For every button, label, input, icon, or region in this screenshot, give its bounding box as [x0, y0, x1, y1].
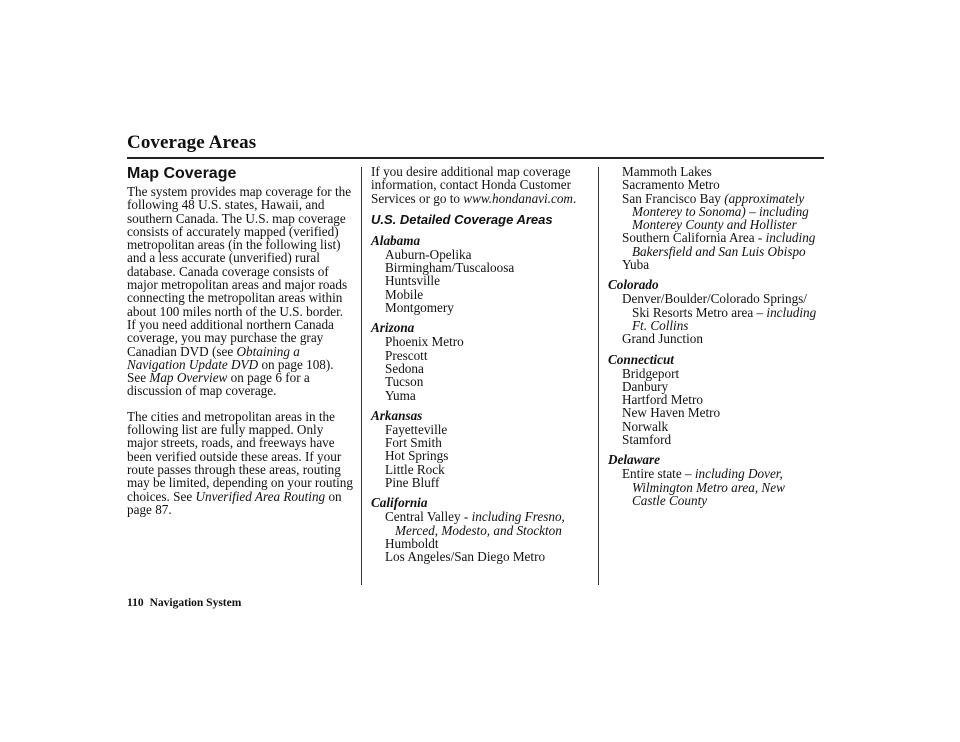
text: including Fresno, — [471, 509, 565, 525]
page-number: 110 — [127, 597, 144, 609]
text: Denver/Boulder/Colorado Springs/ — [622, 291, 807, 307]
column-divider — [598, 167, 599, 585]
text: The cities and metropolitan areas in the following list are fully mapped. Only major streets, roads, and freeways have been verified outside these areas. If your route passes through these areas, routing may be limited, depending on your routing choices. See — [127, 408, 353, 504]
state-heading-connecticut: Connecticut — [608, 351, 674, 367]
text: including — [765, 230, 816, 246]
page-footer — [127, 597, 241, 609]
text: Castle County — [632, 492, 708, 508]
text: Bakersfield and San Luis Obispo — [632, 243, 806, 259]
paragraph-verified — [127, 410, 355, 516]
city-item — [608, 467, 830, 507]
city-item: Phoenix Metro — [385, 334, 464, 350]
column-divider — [361, 167, 362, 585]
state-heading-colorado: Colorado — [608, 277, 659, 293]
state-heading-california: California — [371, 495, 428, 511]
city-item: Yuma — [385, 387, 416, 403]
city-item: Birmingham/Tuscaloosa — [385, 260, 515, 276]
paragraph-intro — [127, 185, 355, 398]
text: Merced, Modesto, and Stockton — [395, 522, 562, 538]
city-item: Pine Bluff — [385, 475, 440, 491]
text — [622, 306, 830, 319]
reference-link[interactable]: Map Overview — [149, 370, 228, 386]
text: Southern California Area - — [622, 230, 766, 246]
text: The system provides map coverage for the following 48 U.S. states, Hawaii, and southern Canada. The U.S. map coverage consists of accurately mapped (verified) metropolitan areas (in the following list) and a less accurate (unverified) rural database. Canada coverage consists of major metropolitan areas and major roads connecting the metropolitan areas within about 100 miles north of the U.S. border. If you need additional northern Canada coverage, you may purchase the gray Canadian DVD (see — [127, 184, 352, 359]
city-item: Yuba — [622, 257, 650, 273]
city-item: Humboldt — [385, 535, 439, 551]
text: on page 108). See — [127, 356, 334, 386]
text: on page 6 for a discussion of map coverage. — [127, 370, 310, 399]
text: on page 87. — [127, 488, 342, 517]
city-item: Mobile — [385, 286, 424, 302]
column-1 — [127, 165, 355, 516]
city-item: Hot Springs — [385, 448, 449, 464]
reference-link[interactable]: Obtaining a Navigation Update DVD — [127, 343, 300, 372]
city-item: Stamford — [622, 432, 672, 448]
city-item — [608, 231, 830, 258]
text: Ft. Collins — [632, 317, 689, 333]
text: Ski Resorts Metro area – — [632, 304, 767, 320]
text: Central Valley - — [385, 509, 472, 525]
text: San Francisco Bay — [622, 190, 725, 206]
city-item: Sedona — [385, 360, 424, 376]
city-item: Huntsville — [385, 273, 440, 289]
section-heading-map-coverage: Map Coverage — [127, 165, 237, 182]
website-link[interactable]: www.hondanavi.com — [463, 190, 573, 206]
city-item: Danbury — [622, 378, 669, 394]
text: If you desire additional map coverage information, contact Honda Customer Services or go to — [371, 164, 571, 206]
state-heading-arkansas: Arkansas — [371, 407, 423, 423]
city-item: Bridgeport — [622, 365, 680, 381]
text: including — [766, 304, 817, 320]
column-3 — [608, 165, 830, 507]
section-heading-detailed: U.S. Detailed Coverage Areas — [371, 211, 553, 227]
text: (approximately — [724, 190, 805, 206]
city-item: Hartford Metro — [622, 392, 703, 408]
city-item: New Haven Metro — [622, 405, 721, 421]
city-item: Fayetteville — [385, 421, 448, 437]
city-item — [371, 510, 593, 537]
city-item: Little Rock — [385, 461, 445, 477]
text: Monterey County and Hollister — [632, 217, 797, 233]
text: . — [572, 190, 577, 206]
city-item: Norwalk — [622, 418, 669, 434]
text: including Dover, — [694, 466, 783, 482]
city-item: Los Angeles/San Diego Metro — [385, 549, 546, 565]
reference-link[interactable]: Unverified Area Routing — [195, 488, 326, 504]
city-item: Tucson — [385, 374, 424, 390]
city-item — [608, 192, 830, 232]
state-heading-alabama: Alabama — [371, 232, 421, 248]
city-item: Auburn-Opelika — [385, 246, 472, 262]
city-item: Mammoth Lakes — [622, 164, 712, 179]
city-item: Grand Junction — [622, 331, 703, 347]
city-item: Prescott — [385, 347, 428, 363]
page-title: Coverage Areas — [127, 132, 257, 153]
city-item: Sacramento Metro — [622, 177, 720, 193]
text: Wilmington Metro area, New — [632, 479, 785, 495]
state-heading-arizona: Arizona — [371, 320, 415, 336]
title-rule — [127, 157, 824, 159]
city-item — [608, 292, 830, 332]
text: Monterey to Sonoma) – including — [632, 203, 809, 219]
paragraph-contact — [371, 165, 593, 205]
city-item: Fort Smith — [385, 435, 442, 451]
column-2 — [371, 165, 593, 564]
city-item: Montgomery — [385, 300, 454, 316]
text: Entire state – — [622, 466, 695, 482]
footer-label: Navigation System — [149, 597, 242, 609]
state-heading-delaware: Delaware — [608, 452, 661, 468]
